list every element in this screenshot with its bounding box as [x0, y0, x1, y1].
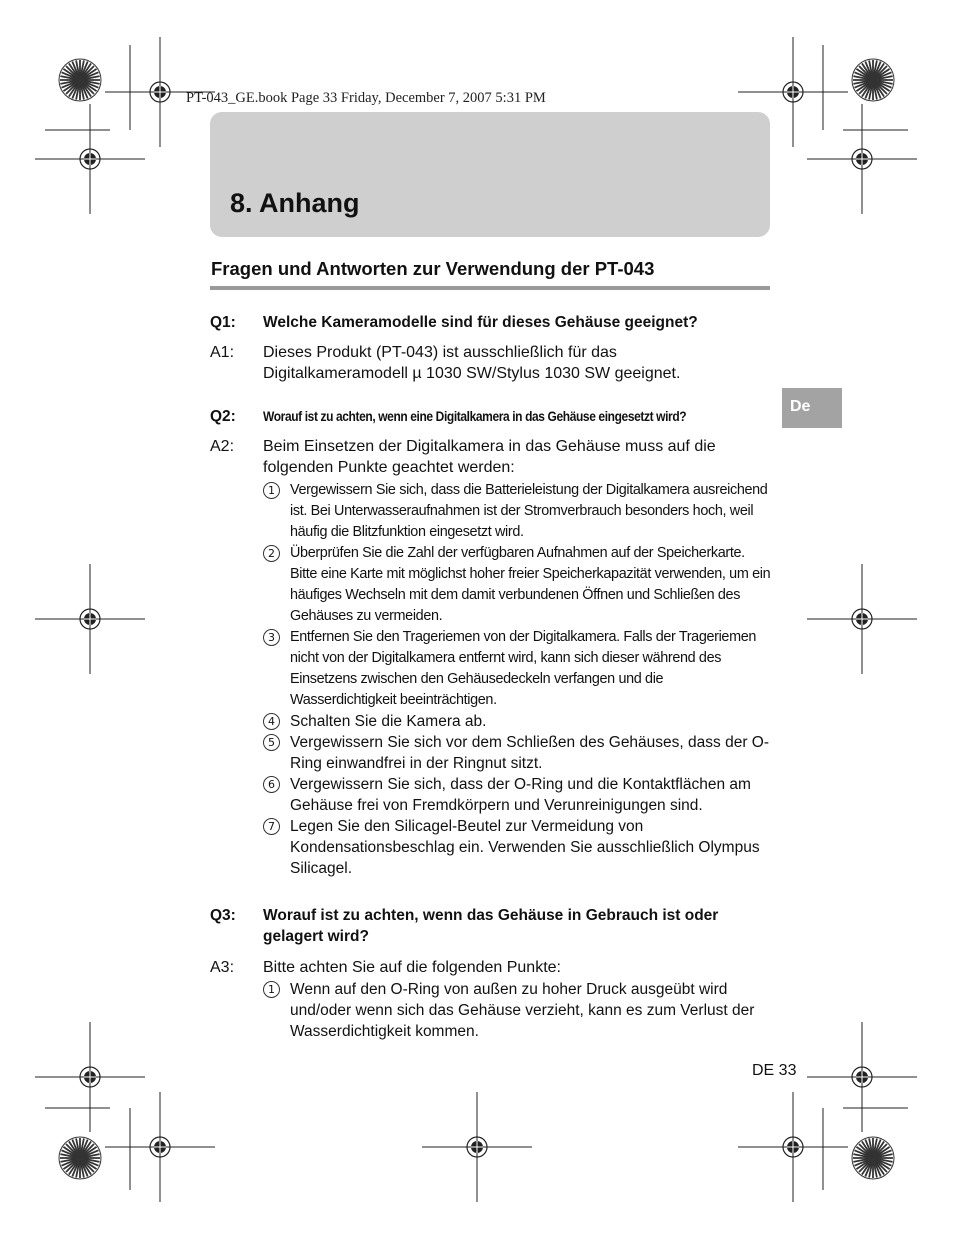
- circled-number: 1: [263, 981, 280, 998]
- question-text: Welche Kameramodelle sind für dieses Gehäuse geeignet?: [263, 314, 698, 331]
- list-item: [263, 627, 773, 711]
- list-item: [263, 480, 773, 543]
- list-item-text: Legen Sie den Silicagel-Beutel zur Vermeidung von Kondensationsbeschlag ein. Verwenden Sie ausschließlich Olympus Silicagel.: [290, 818, 760, 877]
- answer-3: [210, 957, 780, 978]
- answer-label: A1:: [210, 344, 235, 361]
- answer-label: A3:: [210, 959, 235, 976]
- circled-number: 3: [263, 629, 280, 646]
- circled-number: 4: [263, 713, 280, 730]
- answer-text: Bitte achten Sie auf die folgenden Punkte:: [263, 959, 561, 976]
- language-tab: [782, 388, 842, 428]
- answer-3-list: [263, 979, 773, 1042]
- list-item-text: Entfernen Sie den Trageriemen von der Digitalkamera. Falls der Trageriemen nicht von der Digitalkamera entfernt wird, kann sich dieser während des Einsetzens zwischen den Gehäusedeckeln verfangen und die Wasserdichtigkeit beeinträchtigen.: [290, 629, 757, 708]
- list-item-text: Vergewissern Sie sich, dass die Batterieleistung der Digitalkamera ausreichend ist. Bei Unterwasseraufnahmen ist der Stromverbrauch besonders hoch, weil häufig die Blitzfunktion eingesetzt wird.: [290, 482, 768, 540]
- answer-text: Beim Einsetzen der Digitalkamera in das Gehäuse muss auf die folgenden Punkte geachtet werden:: [263, 438, 716, 476]
- chapter-header-box: [210, 112, 770, 237]
- answer-text: Dieses Produkt (PT-043) ist ausschließlich für das Digitalkameramodell µ 1030 SW/Stylus 1030 SW geeignet.: [263, 344, 681, 382]
- circled-number: 2: [263, 545, 280, 562]
- question-2: [210, 406, 780, 427]
- page-number: DE 33: [752, 1062, 797, 1079]
- list-item-text: Schalten Sie die Kamera ab.: [290, 713, 487, 730]
- circled-number: 6: [263, 776, 280, 793]
- list-item-text: Wenn auf den O-Ring von außen zu hoher Druck ausgeübt wird und/oder wenn sich das Gehäuse verzieht, kann es zum Verlust der Wasserdichtigkeit kommen.: [290, 981, 755, 1040]
- question-text: Worauf ist zu achten, wenn das Gehäuse in Gebrauch ist oder gelagert wird?: [263, 907, 719, 945]
- circled-number: 7: [263, 818, 280, 835]
- question-label: Q2:: [210, 408, 236, 425]
- list-item-text: Vergewissern Sie sich, dass der O-Ring und die Kontaktflächen am Gehäuse frei von Fremdkörpern und Verunreinigungen sind.: [290, 776, 751, 814]
- list-item: [263, 979, 773, 1042]
- list-item: [263, 774, 773, 816]
- question-label: Q1:: [210, 314, 236, 331]
- answer-1: [210, 342, 730, 384]
- list-item: [263, 816, 773, 879]
- list-item: [263, 543, 773, 627]
- list-item-text: Überprüfen Sie die Zahl der verfügbaren Aufnahmen auf der Speicherkarte. Bitte eine Karte mit möglichst hoher freier Speicherkapazität verwenden, um ein häufiges Wechseln mit dem damit verbundenen Öffnen und Schließen des Gehäuses zu vermeiden.: [290, 545, 771, 624]
- circled-number: 1: [263, 482, 280, 499]
- answer-2-list: [263, 480, 773, 879]
- section-title: Fragen und Antworten zur Verwendung der PT-043: [211, 258, 655, 279]
- question-text: Worauf ist zu achten, wenn eine Digitalkamera in das Gehäuse eingesetzt wird?: [263, 409, 687, 424]
- question-1: [210, 312, 780, 333]
- answer-2: [210, 436, 780, 478]
- section-divider: [210, 286, 770, 290]
- list-item: [263, 711, 773, 732]
- book-header-line: PT-043_GE.book Page 33 Friday, December 7, 2007 5:31 PM: [186, 90, 546, 106]
- question-label: Q3:: [210, 907, 236, 924]
- answer-label: A2:: [210, 438, 235, 455]
- list-item: [263, 732, 773, 774]
- list-item-text: Vergewissern Sie sich vor dem Schließen des Gehäuses, dass der O-Ring einwandfrei in der Ringnut sitzt.: [290, 734, 770, 772]
- language-tab-label: De: [790, 398, 811, 415]
- question-3: [210, 905, 775, 947]
- chapter-title: 8. Anhang: [230, 188, 360, 218]
- circled-number: 5: [263, 734, 280, 751]
